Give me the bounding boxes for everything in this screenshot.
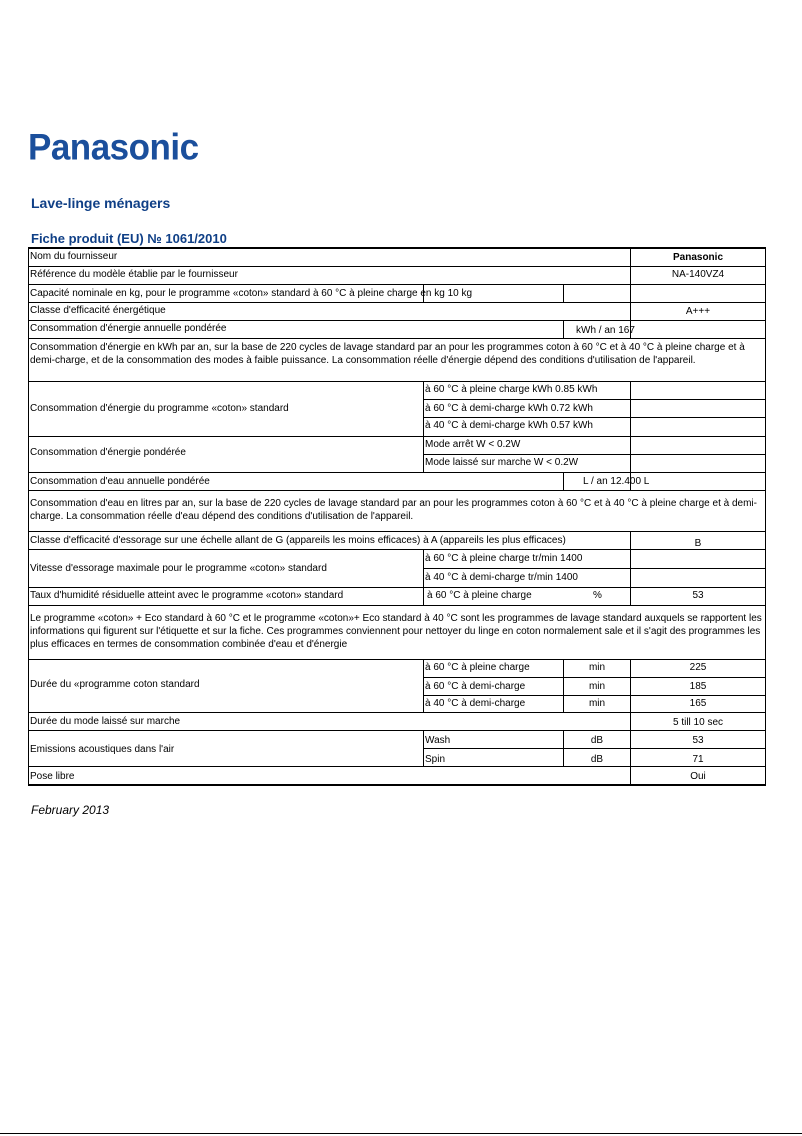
cotton-energy-full-60: à 60 °C à pleine charge kWh 0.85 kWh <box>425 384 598 395</box>
humidity-value: 53 <box>692 590 704 601</box>
off-mode: Mode arrêt W < 0.2W <box>425 439 521 450</box>
duration-half-40-value: 165 <box>689 698 707 709</box>
supplier-value: Panasonic <box>672 252 724 263</box>
page-bottom-rule <box>0 1133 802 1134</box>
supplier-label: Nom du fournisseur <box>30 251 118 262</box>
duration-unit-3: min <box>588 698 606 709</box>
noise-unit-1: dB <box>590 735 604 746</box>
annual-energy-label: Consommation d'énergie annuelle pondérée <box>30 323 227 334</box>
humidity-label: Taux d'humidité résiduelle atteint avec le programme «coton» standard <box>30 590 344 601</box>
annual-water-label: Consommation d'eau annuelle pondérée <box>30 476 210 487</box>
model-value: NA-140VZ4 <box>671 269 725 280</box>
duration-label: Durée du «programme coton standard <box>30 679 200 690</box>
program-note: Le programme «coton» + Eco standard à 60 °C et le programme «coton»+ Eco standard à 40 °C sont les programmes de lavage standard auxquels se rapportent les informations qui figurent sur l'étiquette et sur la fiche. Ces programmes conviennent pour nettoyer du linge en coton normalement sale et il s'agit des programmes les plus efficaces en termes de consommation combinée d'eau et d'énergie <box>30 613 762 650</box>
spin-class-value: B <box>694 538 702 549</box>
brand-logo: Panasonic <box>28 127 199 168</box>
annual-water-value: L / an 12.400 L <box>583 476 650 487</box>
noise-label: Emissions acoustiques dans l'air <box>30 744 175 755</box>
left-on-duration-value: 5 till 10 sec <box>672 717 724 728</box>
water-note: Consommation d'eau en litres par an, sur la base de 220 cycles de lavage standard par an pour les programmes coton à 60 °C et à 40 °C à pleine charge et à demi-charge. La consommation réelle d'eau dépend des conditions d'utilisation de l'appareil. <box>30 498 757 522</box>
energy-note: Consommation d'énergie en kWh par an, sur la base de 220 cycles de lavage standard par an pour les programmes coton à 60 °C et à 40 °C à pleine charge et à demi-charge, et de la consommation des modes à faible puissance. La consommation réelle d'énergie dépend des conditions d'utilisation de l'appareil. <box>30 342 745 366</box>
capacity-label: Capacité nominale en kg, pour le programme «coton» standard à 60 °C à pleine charge en kg 10 kg <box>30 288 473 299</box>
max-spin-full-60: à 60 °C à pleine charge tr/min 1400 <box>425 553 583 564</box>
annual-energy-value: kWh / an 167 <box>576 325 635 336</box>
freestanding-label: Pose libre <box>30 771 75 782</box>
cotton-energy-label: Consommation d'énergie du programme «coton» standard <box>30 403 289 414</box>
noise-wash-value: 53 <box>692 735 704 746</box>
max-spin-half-40: à 40 °C à demi-charge tr/min 1400 <box>425 572 578 583</box>
noise-unit-2: dB <box>590 754 604 765</box>
product-sheet-table <box>28 247 766 786</box>
left-on-mode: Mode laissé sur marche W < 0.2W <box>425 457 579 468</box>
sheet-subheading: Fiche produit (EU) № 1061/2010 <box>31 231 227 246</box>
cotton-energy-half-60: à 60 °C à demi-charge kWh 0.72 kWh <box>425 403 593 414</box>
efficiency-value: A+++ <box>685 306 711 317</box>
model-label: Référence du modèle établie par le fournisseur <box>30 269 238 280</box>
noise-wash-label: Wash <box>425 735 451 746</box>
duration-half-60-value: 185 <box>689 681 707 692</box>
left-on-duration-label: Durée du mode laissé sur marche <box>30 716 181 727</box>
max-spin-label: Vitesse d'essorage maximale pour le programme «coton» standard <box>30 563 327 574</box>
noise-spin-value: 71 <box>692 754 704 765</box>
duration-half-60: à 60 °C à demi-charge <box>425 681 526 692</box>
noise-spin-label: Spin <box>425 754 446 765</box>
freestanding-value: Oui <box>690 771 706 782</box>
duration-full-60-value: 225 <box>689 662 707 673</box>
efficiency-label: Classe d'efficacité énergétique <box>30 305 166 316</box>
duration-unit-2: min <box>588 681 606 692</box>
weighted-power-label: Consommation d'énergie pondérée <box>30 447 186 458</box>
document-heading: Lave-linge ménagers <box>31 195 171 211</box>
duration-half-40: à 40 °C à demi-charge <box>425 698 526 709</box>
spin-class-label: Classe d'efficacité d'essorage sur une échelle allant de G (appareils les moins efficaces) à A (appareils les plus efficaces) <box>30 535 566 546</box>
humidity-unit: % <box>593 590 602 601</box>
duration-unit-1: min <box>588 662 606 673</box>
humidity-condition: à 60 °C à pleine charge <box>427 590 532 601</box>
duration-full-60: à 60 °C à pleine charge <box>425 662 530 673</box>
cotton-energy-half-40: à 40 °C à demi-charge kWh 0.57 kWh <box>425 420 593 431</box>
footer-date: February 2013 <box>31 803 110 817</box>
